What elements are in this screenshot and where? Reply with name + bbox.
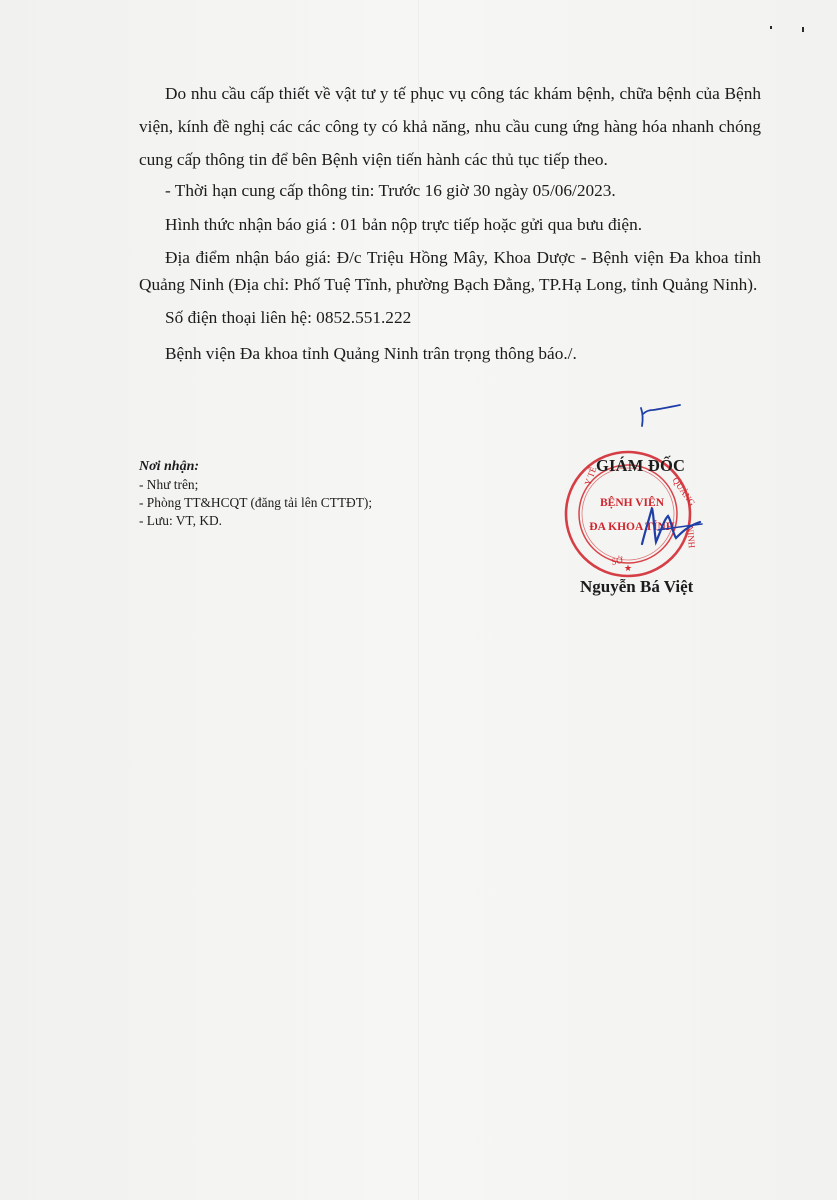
recipient-item: - Lưu: VT, KD. — [139, 513, 223, 528]
recipients-block — [139, 458, 499, 530]
signature-block — [548, 448, 753, 613]
phone-line: Số điện thoại liên hệ: 0852.551.222 — [165, 308, 412, 327]
svg-text:Y TẾ: Y TẾ — [582, 465, 599, 487]
quote-form-line: Hình thức nhận báo giá : 01 bản nộp trực tiếp hoặc gửi qua bưu điện. — [165, 214, 643, 234]
quote-place-paragraph: Địa điểm nhận báo giá: Đ/c Triệu Hồng Mây, Khoa Dược - Bệnh viện Đa khoa tỉnh Quảng Ninh (Địa chỉ: Phố Tuệ Tĩnh, phường Bạch Đằng, TP.Hạ Long, tỉnh Quảng Ninh). — [139, 248, 761, 294]
recipients-title: Nơi nhận: — [139, 459, 200, 474]
svg-text:★: ★ — [623, 563, 633, 573]
initial-mark-icon — [638, 402, 682, 428]
signer-name: Nguyễn Bá Việt — [580, 577, 694, 596]
document-body — [139, 77, 761, 367]
recipient-item: - Phòng TT&HCQT (đăng tải lên CTTĐT); — [139, 495, 373, 510]
svg-text:SỞ: SỞ — [610, 554, 624, 567]
svg-text:QUẢNG: QUẢNG — [670, 475, 698, 508]
scan-speck — [770, 26, 772, 29]
purpose-paragraph: Do nhu cầu cấp thiết về vật tư y tế phục vụ công tác khám bệnh, chữa bệnh của Bệnh viện, kính đề nghị các các công ty có khả năng, nhu cầu cung ứng hàng hóa nhanh chóng cung cấp thông tin để bên Bệnh viện tiến hành các thủ tục tiếp theo. — [139, 84, 761, 169]
deadline-line: - Thời hạn cung cấp thông tin: Trước 16 giờ 30 ngày 05/06/2023. — [165, 181, 616, 200]
svg-text:NINH: NINH — [685, 525, 697, 549]
signer-title: GIÁM ĐỐC — [596, 456, 686, 475]
scan-speck — [802, 27, 804, 32]
seal-line-1: BỆNH VIỆN — [599, 497, 665, 509]
seal-line-2: ĐA KHOA TỈNH — [589, 521, 675, 533]
closing-line: Bệnh viện Đa khoa tỉnh Quảng Ninh trân trọng thông báo./. — [165, 343, 577, 363]
signature-scribble-icon — [628, 486, 708, 556]
recipient-item: - Như trên; — [139, 477, 199, 492]
